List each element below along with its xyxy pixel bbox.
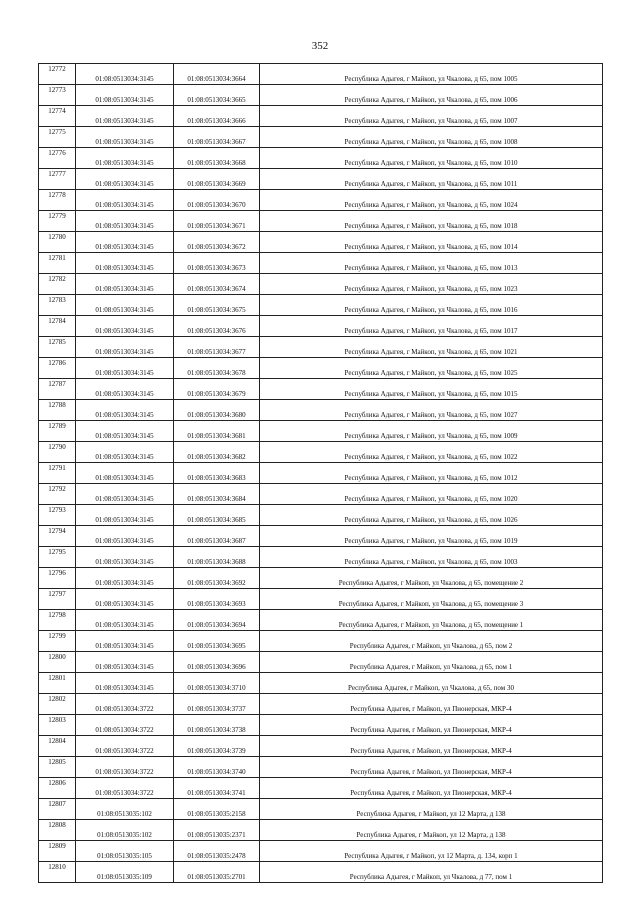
premises-cadastral-number-cell: 01:08:0513034:3696 xyxy=(174,652,260,673)
parcel-cadastral-number-cell: 01:08:0513034:3145 xyxy=(76,190,174,211)
premises-cadastral-number-cell: 01:08:0513034:3670 xyxy=(174,190,260,211)
premises-cadastral-number-cell: 01:08:0513034:3678 xyxy=(174,358,260,379)
parcel-cadastral-number-cell: 01:08:0513034:3722 xyxy=(76,736,174,757)
row-number-cell: 12798 xyxy=(39,610,76,631)
premises-cadastral-number-cell: 01:08:0513034:3676 xyxy=(174,316,260,337)
address-cell: Республика Адыгея, г Майкоп, ул Чкалова, д 65, пом 30 xyxy=(260,673,603,694)
premises-cadastral-number-cell: 01:08:0513034:3681 xyxy=(174,421,260,442)
premises-cadastral-number-cell: 01:08:0513034:3710 xyxy=(174,673,260,694)
row-number-cell: 12808 xyxy=(39,820,76,841)
premises-cadastral-number-cell: 01:08:0513034:3667 xyxy=(174,127,260,148)
premises-cadastral-number-cell: 01:08:0513034:3677 xyxy=(174,337,260,358)
address-cell: Республика Адыгея, г Майкоп, ул Чкалова, д 65, пом 1026 xyxy=(260,505,603,526)
table-row xyxy=(39,169,603,190)
table-row xyxy=(39,484,603,505)
table-row xyxy=(39,190,603,211)
table-row xyxy=(39,862,603,883)
parcel-cadastral-number-cell: 01:08:0513034:3145 xyxy=(76,673,174,694)
page-number: 352 xyxy=(311,40,329,52)
premises-cadastral-number-cell: 01:08:0513035:2371 xyxy=(174,820,260,841)
table-row xyxy=(39,358,603,379)
row-number-cell: 12797 xyxy=(39,589,76,610)
table-row xyxy=(39,589,603,610)
row-number-cell: 12772 xyxy=(39,64,76,85)
address-cell: Республика Адыгея, г Майкоп, ул Чкалова, д 65, помещение 1 xyxy=(260,610,603,631)
address-cell: Республика Адыгея, г Майкоп, ул Чкалова, д 65, пом 1015 xyxy=(260,379,603,400)
table-row xyxy=(39,610,603,631)
parcel-cadastral-number-cell: 01:08:0513034:3722 xyxy=(76,715,174,736)
table-row xyxy=(39,232,603,253)
row-number-cell: 12787 xyxy=(39,379,76,400)
address-cell: Республика Адыгея, г Майкоп, ул Чкалова, д 65, пом 1013 xyxy=(260,253,603,274)
row-number-cell: 12792 xyxy=(39,484,76,505)
table-row xyxy=(39,211,603,232)
premises-cadastral-number-cell: 01:08:0513034:3683 xyxy=(174,463,260,484)
address-cell: Республика Адыгея, г Майкоп, ул Пионерская, МКР-4 xyxy=(260,736,603,757)
parcel-cadastral-number-cell: 01:08:0513035:102 xyxy=(76,799,174,820)
table-row xyxy=(39,442,603,463)
table-row xyxy=(39,631,603,652)
parcel-cadastral-number-cell: 01:08:0513034:3145 xyxy=(76,547,174,568)
premises-cadastral-number-cell: 01:08:0513034:3675 xyxy=(174,295,260,316)
parcel-cadastral-number-cell: 01:08:0513034:3145 xyxy=(76,652,174,673)
premises-cadastral-number-cell: 01:08:0513034:3674 xyxy=(174,274,260,295)
row-number-cell: 12784 xyxy=(39,316,76,337)
address-cell: Республика Адыгея, г Майкоп, ул Чкалова, д 65, пом 1022 xyxy=(260,442,603,463)
address-cell: Республика Адыгея, г Майкоп, ул 12 Марта, д. 134, корп 1 xyxy=(260,841,603,862)
address-cell: Республика Адыгея, г Майкоп, ул Чкалова, д 65, помещение 3 xyxy=(260,589,603,610)
parcel-cadastral-number-cell: 01:08:0513034:3145 xyxy=(76,337,174,358)
table-row xyxy=(39,841,603,862)
registry-table xyxy=(38,63,603,883)
row-number-cell: 12789 xyxy=(39,421,76,442)
premises-cadastral-number-cell: 01:08:0513034:3737 xyxy=(174,694,260,715)
table-row xyxy=(39,64,603,85)
premises-cadastral-number-cell: 01:08:0513034:3673 xyxy=(174,253,260,274)
parcel-cadastral-number-cell: 01:08:0513034:3145 xyxy=(76,358,174,379)
row-number-cell: 12795 xyxy=(39,547,76,568)
premises-cadastral-number-cell: 01:08:0513034:3682 xyxy=(174,442,260,463)
premises-cadastral-number-cell: 01:08:0513034:3741 xyxy=(174,778,260,799)
row-number-cell: 12785 xyxy=(39,337,76,358)
row-number-cell: 12773 xyxy=(39,85,76,106)
registry-table-body xyxy=(39,64,603,883)
row-number-cell: 12810 xyxy=(39,862,76,883)
address-cell: Республика Адыгея, г Майкоп, ул 12 Марта, д 138 xyxy=(260,820,603,841)
address-cell: Республика Адыгея, г Майкоп, ул Пионерская, МКР-4 xyxy=(260,715,603,736)
address-cell: Республика Адыгея, г Майкоп, ул Чкалова, д 65, пом 1025 xyxy=(260,358,603,379)
row-number-cell: 12809 xyxy=(39,841,76,862)
row-number-cell: 12775 xyxy=(39,127,76,148)
table-row xyxy=(39,757,603,778)
table-row xyxy=(39,85,603,106)
premises-cadastral-number-cell: 01:08:0513034:3684 xyxy=(174,484,260,505)
row-number-cell: 12786 xyxy=(39,358,76,379)
table-row xyxy=(39,253,603,274)
premises-cadastral-number-cell: 01:08:0513034:3687 xyxy=(174,526,260,547)
row-number-cell: 12805 xyxy=(39,757,76,778)
parcel-cadastral-number-cell: 01:08:0513034:3145 xyxy=(76,106,174,127)
table-row xyxy=(39,568,603,589)
row-number-cell: 12791 xyxy=(39,463,76,484)
parcel-cadastral-number-cell: 01:08:0513035:102 xyxy=(76,820,174,841)
table-row xyxy=(39,148,603,169)
parcel-cadastral-number-cell: 01:08:0513035:105 xyxy=(76,841,174,862)
address-cell: Республика Адыгея, г Майкоп, ул Чкалова, д 65, пом 1020 xyxy=(260,484,603,505)
premises-cadastral-number-cell: 01:08:0513034:3688 xyxy=(174,547,260,568)
table-row xyxy=(39,400,603,421)
address-cell: Республика Адыгея, г Майкоп, ул Чкалова, д 65, пом 1010 xyxy=(260,148,603,169)
address-cell: Республика Адыгея, г Майкоп, ул Чкалова, д 77, пом 1 xyxy=(260,862,603,883)
address-cell: Республика Адыгея, г Майкоп, ул Чкалова, д 65, пом 1006 xyxy=(260,85,603,106)
table-row xyxy=(39,274,603,295)
address-cell: Республика Адыгея, г Майкоп, ул 12 Марта, д 138 xyxy=(260,799,603,820)
parcel-cadastral-number-cell: 01:08:0513034:3145 xyxy=(76,295,174,316)
parcel-cadastral-number-cell: 01:08:0513034:3145 xyxy=(76,400,174,421)
premises-cadastral-number-cell: 01:08:0513034:3740 xyxy=(174,757,260,778)
premises-cadastral-number-cell: 01:08:0513034:3668 xyxy=(174,148,260,169)
row-number-cell: 12781 xyxy=(39,253,76,274)
address-cell: Республика Адыгея, г Майкоп, ул Чкалова, д 65, пом 1011 xyxy=(260,169,603,190)
table-row xyxy=(39,316,603,337)
row-number-cell: 12782 xyxy=(39,274,76,295)
address-cell: Республика Адыгея, г Майкоп, ул Чкалова, д 65, пом 1023 xyxy=(260,274,603,295)
parcel-cadastral-number-cell: 01:08:0513034:3145 xyxy=(76,463,174,484)
premises-cadastral-number-cell: 01:08:0513034:3692 xyxy=(174,568,260,589)
table-row xyxy=(39,421,603,442)
table-row xyxy=(39,694,603,715)
parcel-cadastral-number-cell: 01:08:0513034:3145 xyxy=(76,379,174,400)
row-number-cell: 12801 xyxy=(39,673,76,694)
address-cell: Республика Адыгея, г Майкоп, ул Чкалова, д 65, пом 2 xyxy=(260,631,603,652)
parcel-cadastral-number-cell: 01:08:0513034:3145 xyxy=(76,232,174,253)
parcel-cadastral-number-cell: 01:08:0513034:3145 xyxy=(76,169,174,190)
row-number-cell: 12776 xyxy=(39,148,76,169)
table-row xyxy=(39,715,603,736)
table-row xyxy=(39,778,603,799)
table-row xyxy=(39,673,603,694)
parcel-cadastral-number-cell: 01:08:0513034:3722 xyxy=(76,694,174,715)
address-cell: Республика Адыгея, г Майкоп, ул Чкалова, д 65, пом 1008 xyxy=(260,127,603,148)
row-number-cell: 12806 xyxy=(39,778,76,799)
parcel-cadastral-number-cell: 01:08:0513035:109 xyxy=(76,862,174,883)
row-number-cell: 12777 xyxy=(39,169,76,190)
parcel-cadastral-number-cell: 01:08:0513034:3145 xyxy=(76,610,174,631)
parcel-cadastral-number-cell: 01:08:0513034:3145 xyxy=(76,253,174,274)
premises-cadastral-number-cell: 01:08:0513034:3665 xyxy=(174,85,260,106)
address-cell: Республика Адыгея, г Майкоп, ул Чкалова, д 65, пом 1012 xyxy=(260,463,603,484)
parcel-cadastral-number-cell: 01:08:0513034:3145 xyxy=(76,505,174,526)
parcel-cadastral-number-cell: 01:08:0513034:3145 xyxy=(76,64,174,85)
parcel-cadastral-number-cell: 01:08:0513034:3145 xyxy=(76,211,174,232)
premises-cadastral-number-cell: 01:08:0513034:3693 xyxy=(174,589,260,610)
row-number-cell: 12796 xyxy=(39,568,76,589)
parcel-cadastral-number-cell: 01:08:0513034:3145 xyxy=(76,589,174,610)
table-row xyxy=(39,379,603,400)
parcel-cadastral-number-cell: 01:08:0513034:3145 xyxy=(76,148,174,169)
address-cell: Республика Адыгея, г Майкоп, ул Чкалова, д 65, пом 1 xyxy=(260,652,603,673)
premises-cadastral-number-cell: 01:08:0513034:3669 xyxy=(174,169,260,190)
address-cell: Республика Адыгея, г Майкоп, ул Чкалова, д 65, пом 1027 xyxy=(260,400,603,421)
table-row xyxy=(39,295,603,316)
parcel-cadastral-number-cell: 01:08:0513034:3145 xyxy=(76,526,174,547)
table-row xyxy=(39,820,603,841)
address-cell: Республика Адыгея, г Майкоп, ул Чкалова, д 65, пом 1017 xyxy=(260,316,603,337)
table-row xyxy=(39,463,603,484)
row-number-cell: 12804 xyxy=(39,736,76,757)
table-row xyxy=(39,106,603,127)
parcel-cadastral-number-cell: 01:08:0513034:3145 xyxy=(76,421,174,442)
parcel-cadastral-number-cell: 01:08:0513034:3145 xyxy=(76,631,174,652)
premises-cadastral-number-cell: 01:08:0513034:3739 xyxy=(174,736,260,757)
premises-cadastral-number-cell: 01:08:0513034:3666 xyxy=(174,106,260,127)
row-number-cell: 12783 xyxy=(39,295,76,316)
table-row xyxy=(39,337,603,358)
table-row xyxy=(39,526,603,547)
premises-cadastral-number-cell: 01:08:0513035:2478 xyxy=(174,841,260,862)
parcel-cadastral-number-cell: 01:08:0513034:3145 xyxy=(76,316,174,337)
premises-cadastral-number-cell: 01:08:0513035:2701 xyxy=(174,862,260,883)
parcel-cadastral-number-cell: 01:08:0513034:3145 xyxy=(76,568,174,589)
row-number-cell: 12790 xyxy=(39,442,76,463)
premises-cadastral-number-cell: 01:08:0513035:2158 xyxy=(174,799,260,820)
table-row xyxy=(39,652,603,673)
parcel-cadastral-number-cell: 01:08:0513034:3145 xyxy=(76,442,174,463)
address-cell: Республика Адыгея, г Майкоп, ул Чкалова, д 65, пом 1024 xyxy=(260,190,603,211)
address-cell: Республика Адыгея, г Майкоп, ул Пионерская, МКР-4 xyxy=(260,694,603,715)
address-cell: Республика Адыгея, г Майкоп, ул Чкалова, д 65, пом 1014 xyxy=(260,232,603,253)
address-cell: Республика Адыгея, г Майкоп, ул Чкалова, д 65, пом 1003 xyxy=(260,547,603,568)
row-number-cell: 12774 xyxy=(39,106,76,127)
parcel-cadastral-number-cell: 01:08:0513034:3145 xyxy=(76,127,174,148)
row-number-cell: 12780 xyxy=(39,232,76,253)
parcel-cadastral-number-cell: 01:08:0513034:3145 xyxy=(76,85,174,106)
premises-cadastral-number-cell: 01:08:0513034:3695 xyxy=(174,631,260,652)
premises-cadastral-number-cell: 01:08:0513034:3671 xyxy=(174,211,260,232)
address-cell: Республика Адыгея, г Майкоп, ул Чкалова, д 65, пом 1018 xyxy=(260,211,603,232)
premises-cadastral-number-cell: 01:08:0513034:3664 xyxy=(174,64,260,85)
premises-cadastral-number-cell: 01:08:0513034:3738 xyxy=(174,715,260,736)
premises-cadastral-number-cell: 01:08:0513034:3694 xyxy=(174,610,260,631)
table-row xyxy=(39,736,603,757)
row-number-cell: 12793 xyxy=(39,505,76,526)
row-number-cell: 12802 xyxy=(39,694,76,715)
address-cell: Республика Адыгея, г Майкоп, ул Чкалова, д 65, пом 1016 xyxy=(260,295,603,316)
table-row xyxy=(39,799,603,820)
premises-cadastral-number-cell: 01:08:0513034:3685 xyxy=(174,505,260,526)
address-cell: Республика Адыгея, г Майкоп, ул Пионерская, МКР-4 xyxy=(260,757,603,778)
address-cell: Республика Адыгея, г Майкоп, ул Чкалова, д 65, пом 1005 xyxy=(260,64,603,85)
premises-cadastral-number-cell: 01:08:0513034:3679 xyxy=(174,379,260,400)
address-cell: Республика Адыгея, г Майкоп, ул Чкалова, д 65, пом 1009 xyxy=(260,421,603,442)
parcel-cadastral-number-cell: 01:08:0513034:3145 xyxy=(76,274,174,295)
address-cell: Республика Адыгея, г Майкоп, ул Чкалова, д 65, помещение 2 xyxy=(260,568,603,589)
table-row xyxy=(39,127,603,148)
address-cell: Республика Адыгея, г Майкоп, ул Пионерская, МКР-4 xyxy=(260,778,603,799)
premises-cadastral-number-cell: 01:08:0513034:3680 xyxy=(174,400,260,421)
row-number-cell: 12799 xyxy=(39,631,76,652)
address-cell: Республика Адыгея, г Майкоп, ул Чкалова, д 65, пом 1019 xyxy=(260,526,603,547)
address-cell: Республика Адыгея, г Майкоп, ул Чкалова, д 65, пом 1007 xyxy=(260,106,603,127)
row-number-cell: 12779 xyxy=(39,211,76,232)
row-number-cell: 12807 xyxy=(39,799,76,820)
address-cell: Республика Адыгея, г Майкоп, ул Чкалова, д 65, пом 1021 xyxy=(260,337,603,358)
parcel-cadastral-number-cell: 01:08:0513034:3722 xyxy=(76,778,174,799)
table-row xyxy=(39,547,603,568)
row-number-cell: 12800 xyxy=(39,652,76,673)
row-number-cell: 12803 xyxy=(39,715,76,736)
parcel-cadastral-number-cell: 01:08:0513034:3145 xyxy=(76,484,174,505)
table-row xyxy=(39,505,603,526)
row-number-cell: 12788 xyxy=(39,400,76,421)
row-number-cell: 12794 xyxy=(39,526,76,547)
parcel-cadastral-number-cell: 01:08:0513034:3722 xyxy=(76,757,174,778)
row-number-cell: 12778 xyxy=(39,190,76,211)
premises-cadastral-number-cell: 01:08:0513034:3672 xyxy=(174,232,260,253)
